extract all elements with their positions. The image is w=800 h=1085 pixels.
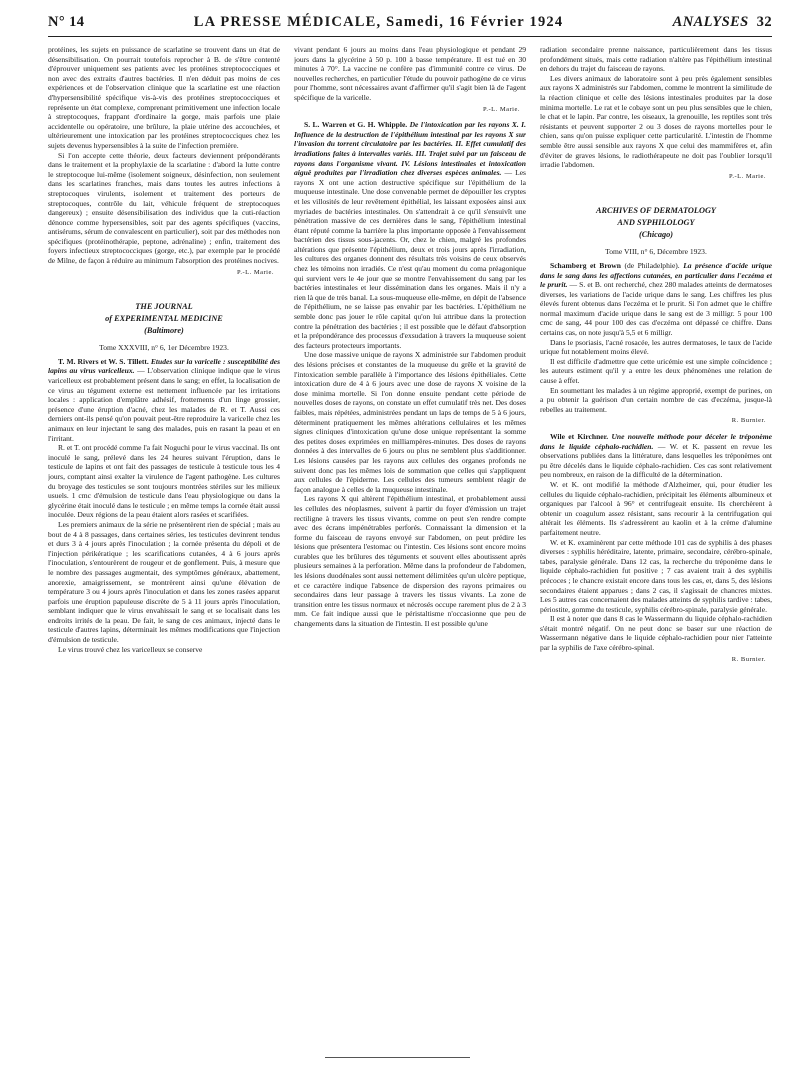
paragraph: En soumettant les malades à un régime approprié, exempt de purines, on a pu obtenir la guérison d'un certain nombre de cas d'eczéma, jusque-là rebelles au traitement. [540,385,772,414]
journal-city: (Baltimore) [144,326,184,336]
paragraph: Il est difficile d'admettre que cette uricémie est une simple coïncidence ; les auteurs estiment qu'il y a entre les deux phénomènes une relation de cause à effet. [540,356,772,386]
article-title: Une nouvelle méthode pour déceler le tréponème dans le liquide céphalo-rachidien. [540,432,772,451]
journal-title-line2: of EXPERIMENTAL MEDICINE [105,314,223,324]
article-title: De l'intoxication par les rayons X. I. Influence de la destruction de l'épithélium intestinal par les rayons X sur l'invasion du torrent circulatoire par les bactéries. II. Effet cumulatif des irradiations faites à intervalles variés. III. Trajet suivi par un faisceau de rayons dans l'organisme vivant. IV. Lésions intestinales et intoxication aiguë produites par l'irradiation chez diverses espèces animales. [294,120,526,178]
paragraph: W. et K. examinèrent par cette méthode 101 cas de syphilis à des phases diverses : syphilis héréditaire, latente, primaire, secondaire, cérébro-spinale, tabes, paralysie générale. Dans 12 cas, la recherche du tréponème dans le liquide céphalo-rachidien fut positive ; 7 cas avaient trait à des syphilis précoces ; le chancre existait encore dans tous les cas, et, dans 5, des lésions secondaires étaient apparues ; dans 2 cas, il s'agissait de chancres mixtes. Les 5 autres cas concernaient des malades atteints de syphilis tardive : tabes, périostite, gomme du testicule, syphilis cérébro-spinale, paralysie générale. [540,537,772,614]
author-location: (de Philadelphie). [624,260,680,270]
paragraph: protéines, les sujets en puissance de scarlatine se trouvent dans un état de désensibilisation. On pourrait toutefois reprocher à B. de s'être contenté d'éprouver uniquement ses patients avec les protéines streptococciques et non avec des extraits d'autres bactéries. Il n'en déduit pas moins de ces expériences et de l'observation clinique que la scarlatine est une réaction d'hypersensibilité spécifique vis-à-vis des protéines streptococciques et représente un état complexe, comprenant primitivement une infection locale à streptocoques, frappant d'ordinaire la gorge, mais parfois une plaie accidentelle ou opératoire, une brûlure, la plaie utérine des accouchées, et ultérieurement une intoxication par les protéines streptococciques chez les sujets devenus hypersensibles à la suite de l'infection première. [48,45,280,150]
paragraph: — W. et K. passent en revue les observations publiées dans la littérature, dans lesquelles les tréponèmes ont pu être décelés dans le liquide céphalo-rachidien. Ces cas sont relativement peu nombreux, en raison de la difficulté de la détermination. [540,441,772,480]
article-title: Etudes sur la varicelle : susceptibilité des lapins au virus varicelleux. [48,356,280,376]
article-authors: Schamberg et Brown [550,260,621,270]
paragraph: Les rayons X qui altèrent l'épithélium intestinal, et probablement aussi les cellules des néoplasmes, suivent à partir du foyer d'émission un trajet rectiligne à travers les tissus vivants, comme on peut s'en rendre compte avec des écrans impénétrables perforés. Connaissant la dimension et la forme du faisceau de rayons envoyé sur l'abdomen, on peut prédire les lésions que présentera l'estomac ou l'intestin. Ces lésions sont encore moins curables que les brûlures des téguments et souvent elles aboutissent après plusieurs semaines à la perforation. Même dans la profondeur de l'abdomen, les lésions duodénales sont aussi nettement délimitées qu'un ulcère peptique, et ce caractère indique l'absence de dispersion des rayons primaires ou secondaires dans leur passage à travers les tissus vivants. La zone de transition entre les tissus normaux et nécrosés occupe rarement plus de 2 à 3 mm. Ce fait indique aussi que le péristaltisme n'occasionne que peu de changements dans la situation de l'intestin. Il est possible qu'une [294,494,526,629]
author-signature: R. Burnier. [731,417,766,425]
column-3 [540,45,772,1085]
article-columns [48,45,772,1085]
article-title: La présence d'acide urique dans le sang dans les affections cutanées, en particulier dans l'eczéma et le prurit. [540,260,772,290]
section-name: ANALYSES [672,14,749,30]
column-2 [294,45,526,1085]
column-1 [48,45,280,1085]
journal-heading [540,205,772,241]
paragraph: — L'observation clinique indique que le virus varicelleux est probablement présent dans le sang; en effet, la localisation de ce virus au tégument externe est nettement influencée par les irritations locales : application d'emplâtre adhésif, frottements d'un linge grossier, présence d'une éruption d'acné, chez les malades de R. et T. Aussi ces derniers ont-ils pensé qu'on pouvait peut-être reproduire la varicelle chez les animaux en leur injectant le sang des malades, puis en rasant la peau et en l'irritant. [48,366,280,443]
paragraph: Dans le psoriasis, l'acné rosacée, les autres dermatoses, le taux de l'acide urique fut notablement moins élevé. [540,337,772,357]
paragraph: Il est à noter que dans 8 cas le Wassermann du liquide céphalo-rachidien s'était montré négatif. On ne peut donc se baser sur une réaction de Wassermann négative dans le liquide céphalo-rachidien pour nier l'atteinte par la syphilis de l'axe cérébro-spinal. [540,614,772,653]
paragraph: — Les rayons X ont une action destructive spécifique sur l'épithélium de la muqueuse intestinale. Une dose convenable permet de dépouiller les cryptes et les villosités de leur revêtement épithélial, les laissant exposées ainsi aux myriades de bactéries intestinales. On s'attendrait à ce qu'il s'ensuivît une pénétration massive de ces dernières dans le sang, l'épithélium intestinal étant réputé comme la barrière la plus importante opposée à l'envahissement bactérien des tissus sous-jacents. Or, chez le chien, malgré les profondes altérations que présente l'épithélium, deux et trois jours après l'irradiation, les cultures des organes donnent des résultats très voisins de ceux observés chez les témoins non irradiés. Ce n'est qu'au moment du coma préagonique qui survient vers le 4e jour que se montre l'envahissement du sang par les bactéries intestinales et leur dissémination dans les organes. Mais il n'y a rien là que de très banal. La sous-muqueuse elle-même, en dépit de l'absence de l'épithélium, ne se laisse pas envahir par les bactéries. L'épithélium ne semble donc pas jouer le rôle capital qu'on lui attribue dans la protection contre la pénétration des bactéries ; il est possible que le défaut d'absorption et la prépondérance des processus d'exsudation à travers la muqueuse soient des facteurs protecteurs importants. [294,168,526,350]
paragraph: radiation secondaire prenne naissance, particulièrement dans les tissus profondément situés, mais cette radiation n'altère pas l'épithélium intestinal en dehors du trajet du faisceau de rayons. [540,45,772,74]
author-signature: P.-L. Marie. [482,105,520,113]
paragraph: Si l'on accepte cette théorie, deux facteurs deviennent prépondérants dans le traitement et la prophylaxie de la scarlatine : d'abord la lutte contre le streptocoque lui-même (isolement soigneux, désinfection, non seulement dans les scarlatines franches, mais dans toutes les autres infections à streptocoques virulents, isolement et traitement des porteurs de streptocoques, contrôle du lait, véhicule fréquent de streptocoques dangereux) ; ensuite désensibilisation des individus que la cuti-réaction dénonce comme hypersensibles, soit par des agents spécifiques (vaccins, antisérums, sérum de convalescent en particulier), soit par des méthodes non spécifiques (protéinothérapie, peptone, adrénaline) ; enfin, traitement des foyers infectieux streptococciques (gorge, etc.), par exemple par le procédé de Milne, de façon à réduire au minimum l'absorption des protéines nocives. [48,150,280,266]
article-authors: Wile et Kirchner. [550,432,609,441]
author-signature: R. Burnier. [731,655,766,663]
article-authors: S. L. Warren et G. H. Whipple. [304,120,408,130]
journal-issue: Tome XXXVIII, n° 6, 1er Décembre 1923. [99,343,229,353]
paragraph: W. et K. ont modifié la méthode d'Alzheimer, qui, pour étudier les cellules du liquide céphalo-rachidien, précipitait les éléments albumineux et organiques par l'alcool à 96° et centrifugeait ensuite. Ils cherchèrent à obtenir un coagulum assez résistant, sans recourir à la centrifugation qui altérait les éléments. Ils s'adressèrent au kaolin et à la crème d'alumine parfaitement neutre. [540,479,772,537]
page-header [48,14,772,37]
journal-city: (Chicago) [638,230,674,240]
journal-title-line2: AND SYPHILOLOGY [617,218,695,228]
page-number: 32 [756,14,772,30]
paragraph: Les divers animaux de laboratoire sont à peu près également sensibles aux rayons X administrés sur l'abdomen, comme le montrent la similitude de la réaction clinique et celle des lésions intestinales produites par la dose minima mortelle. Le rat et le cobaye sont un peu plus sensibles que le chien, le chat et le lapin. Par contre, les oiseaux, la grenouille, les reptiles sont très résistants et peuvent supporter 2 ou 3 doses de rayons mortelles pour le chien, sans qu'on puisse expliquer cette particularité. L'intestin de l'homme semble être aussi sensible aux rayons X que celui des mammifères et, afin d'éviter de graves lésions, le radiothérapeute ne doit pas l'oublier lorsqu'il irradie l'abdomen. [540,73,772,170]
publication-title: LA PRESSE MÉDICALE, Samedi, 16 Février 1924 [193,14,564,30]
issue-number: N° 14 [48,14,85,30]
paragraph: Le virus trouvé chez les varicelleux se conserve [58,644,203,654]
journal-issue: Tome VIII, n° 6, Décembre 1923. [605,247,707,257]
paragraph: Les premiers animaux de la série ne présentèrent rien de spécial ; mais au bout de 4 à 8 passages, dans certaines séries, les testicules devinrent tendus et durs 3 à 4 jours après l'inoculation ; la cornée présenta du dépoli et de l'injection périkératique ; les scarifications cutanées, 4 à 6 jours après l'inoculation, s'entourèrent de rougeur et de gonflement. Puis, à mesure que le nombre des passages augmentait, des symptômes généraux, abattement, anorexie, amaigrissement, se montrèrent ainsi qu'une élévation de température 3 ou 4 jours après l'inoculation et dans les zones rasées apparut parfois une éruption papuleuse discrète de 5 à 11 jours après l'inoculation, semblant indiquer que le virus envahissait le sang et se localisait dans les endroits irrités de la peau. De fait, le sang de ces animaux, injecté dans le testicule d'autres lapins, déterminait les mêmes modifications que l'injection d'émulsion de testicule. [48,519,280,645]
article-authors: T. M. Rivers et W. S. Tillett. [58,356,149,366]
paragraph: — S. et B. ont recherché, chez 280 malades atteints de dermatoses diverses, les variations de l'acide urique dans le sang. Les chiffres les plus élevés furent obtenus dans l'eczéma et le prurit. Si l'on admet que le chiffre normal maximum d'acide urique dans le sang est de 3 milligr. 5 pour 100 cmc de sang, 44 pour 100 des cas d'eczéma ont dépassé ce chiffre. Dans certains cas, on note jusqu'à 5,5 et 6 milligr. [540,280,772,338]
bottom-rule [325,1057,470,1058]
journal-title: THE JOURNAL [135,302,193,312]
journal-heading [48,301,280,337]
paragraph: Une dose massive unique de rayons X administrée sur l'abdomen produit des lésions précises et constantes de la muqueuse du grêle et la gravité de l'intoxication semble parallèle à l'importance des lésions épithéliales. Cette intoxication dure de 4 à 6 jours avec une dose de rayons X voisine de la dose minima mortelle. Si l'on donne ensuite pendant cette période de nouvelles doses de rayons, on constate un effet cumulatif très net. Des doses faibles, mais répétées, administrées pendant un laps de temps de 5 à 6 jours, déterminent pratiquement les mêmes altérations cellulaires et les mêmes signes cliniques d'intoxication qu'une dose unique représentant la somme des petites doses exprimées en milliampères-minutes. Des doses de rayons données à des intervalles de 6 jours ou plus ne semblent plus s'additionner. Les lésions causées par les rayons aux cellules des organes profonds ne suivent donc pas les mêmes lois de sommation que celles qui s'appliquent aux cellules de l'épiderme. Les cellules des tumeurs semblent réagir de façon analogue à celles de la muqueuse intestinale. [294,350,526,494]
author-signature: P.-L. Marie. [236,268,274,276]
section-and-page [673,14,772,31]
journal-title: ARCHIVES OF DERMATOLOGY [595,206,717,216]
author-signature: P.-L. Marie. [728,172,766,180]
paragraph: vivant pendant 6 jours au moins dans l'eau physiologique et pendant 29 jours dans la glycérine à 50 p. 100 à basse température. Il est tué en 30 minutes à 70°. La vaccine ne confère pas d'immunité contre ce virus. De nouvelles recherches, en particulier l'étude du pouvoir pathogène de ce virus pour l'homme, sont nécessaires avant d'affirmer qu'il s'agit bien là de l'agent spécifique de la varicelle. [294,45,526,102]
paragraph: R. et T. ont procédé comme l'a fait Noguchi pour le virus vaccinal. Ils ont inoculé le sang, prélevé dans les 24 heures suivant l'éruption, dans le testicule de lapins et ont fait des passages de testicule à testicule tous les 4 jours, comptant ainsi exalter la virulence de l'agent pathogène. Les cultures du broyage des testicules se sont toujours montrées stériles sur les milieux usuels. 1 cmc d'émulsion de testicule dans l'eau physiologique ou dans la glycérine était inoculé dans le testicule ; en même temps la cornée était aussi inoculée. Deux régions de la peau étaient alors rasées et scarifiées. [48,443,280,520]
